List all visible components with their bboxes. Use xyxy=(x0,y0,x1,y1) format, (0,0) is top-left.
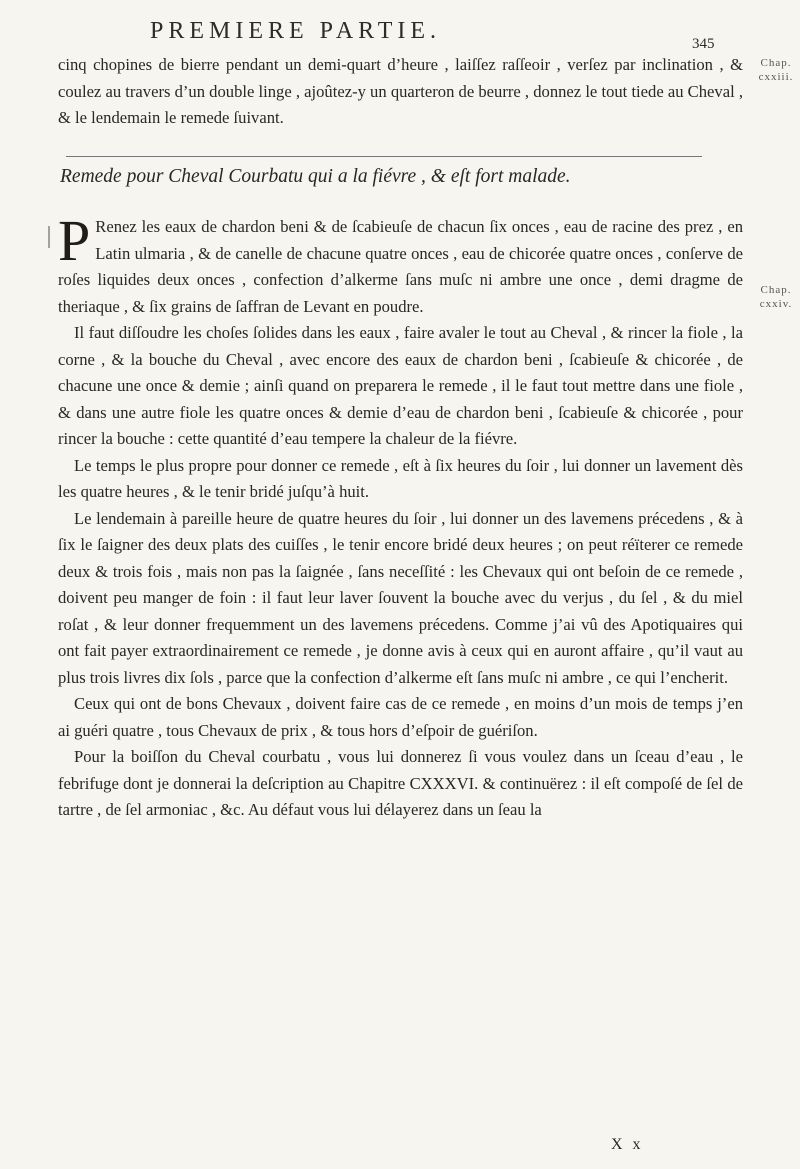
continued-paragraph xyxy=(58,52,743,132)
drop-cap: P xyxy=(58,208,91,273)
paragraph-ingredients-text: Renez les eaux de chardon beni & de ſcabieuſe de chacun ſix onces , eau de racine des prez , en Latin ulmaria , & de canelle de chacune quatre onces , eau de chicorée quatre onces , conſerve de roſes liquides deux onces , confection d’alkerme ſans muſc ni ambre une once , demi dragme de theriaque , & ſix grains de ſaffran de Levant en poudre. xyxy=(58,217,743,316)
paragraph-drink: Pour la boiſſon du Cheval courbatu , vous lui donnerez ſi vous voulez dans un ſceau d’eau , le febrifuge dont je donnerai la deſcription au Chapitre CXXXVI. & continuërez : il eſt compoſé de ſel de tartre , de ſel armoniac , &c. Au défaut vous lui délayerez dans un ſeau la xyxy=(58,747,743,819)
section-title: Remede pour Cheval Courbatu qui a la fiévre , & eſt fort malade. xyxy=(60,166,571,187)
section-divider-rule xyxy=(66,156,702,157)
paragraph: cinq chopines de bierre pendant un demi-quart d’heure , laiſſez raſſeoir , verſez par inclination , & coulez au travers d’un double linge , ajoûtez-y un quarteron de beurre , donnez le tout tiede au Cheval , & le lendemain le remede ſuivant. xyxy=(58,55,743,127)
bracket-mark xyxy=(47,226,51,248)
margin-note-chapter-123: Chap. cxxiii. xyxy=(758,57,794,83)
margin-note-chapter-124: Chap. cxxiv. xyxy=(759,284,793,310)
paragraph-next-day: Le lendemain à pareille heure de quatre heures du ſoir , lui donner un des lavemens précedens , & à ſix le ſaigner des deux plats des cuiſſes , le tenir encore bridé deux heures ; on peut réïterer ce remede deux & trois fois , mais non pas la ſaignée , ſans neceſſité : les Chevaux qui ont beſoin de ce remede , doivent peu manger de foin : il faut leur laver ſouvent la bouche avec du verjus , du ſel , & du miel roſat , & leur donner frequemment un des lavemens précedens. Comme j’ai vû des Apotiquaires qui ont fait payer extraordinairement ce remede , je donne avis à ceux qui en auront affaire , qu’il vaut au plus trois livres dix ſols , parce que la confection d’alkerme eſt ſans muſc ni ambre , ce qui l’encherit. xyxy=(58,508,743,687)
paragraph-timing: Le temps le plus propre pour donner ce remede , eſt à ſix heures du ſoir , lui donner un lavement dès les quatre heures , & le tenir bridé juſqu’à huit. xyxy=(58,455,743,501)
page-number: 345 xyxy=(692,36,715,52)
running-head: PREMIERE PARTIE. xyxy=(150,18,442,44)
catchword: X x xyxy=(611,1136,644,1153)
paragraph-results: Ceux qui ont de bons Chevaux , doivent faire cas de ce remede , en moins d’un mois de temps j’en ai guéri quatre , tous Chevaux de prix , & tous hors d’eſpoir de guériſon. xyxy=(58,694,743,740)
paragraph-preparation: Il faut diſſoudre les choſes ſolides dans les eaux , faire avaler le tout au Cheval , & rincer la fiole , la corne , & la bouche du Cheval , avec encore des eaux de chardon beni , ſcabieuſe & chicorée , de chacune une once & demie ; ainſi quand on preparera le remede , il le faut tout mettre dans une fiole , & dans une autre fiole les quatre onces & demie d’eau de chardon beni , ſcabieuſe & chicorée , pour rincer la bouche : cette quantité d’eau tempere la chaleur de la fiévre. xyxy=(58,323,743,448)
paragraph-ingredients xyxy=(58,208,743,320)
remedy-text xyxy=(58,208,743,824)
